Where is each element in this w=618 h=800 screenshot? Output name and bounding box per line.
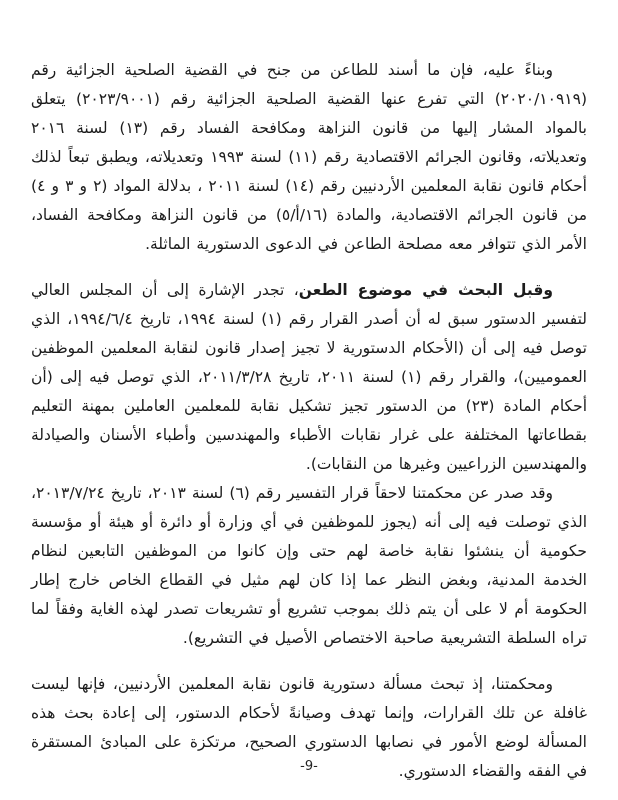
paragraph-text: ومحكمتنا، إذ تبحث مسألة دستورية قانون نقابة المعلمين الأردنيين، فإنها ليست غافلة عن تلك القرارات، وإنما تهدف وصيانةً لأحكام الدستور، إلى إعادة بحث هذه المسألة لوضع الأمور في نصابها الدستوري الصحيح، مرتكزة على المبادئ المستقرة في الفقه والقضاء الدستوري. bbox=[31, 675, 587, 780]
paragraph-text: ، تجدر الإشارة إلى أن المجلس العالي لتفسير الدستور سبق له أن أصدر القرار رقم (١) لسنة ١٩٩٤، تاريخ ١٩٩٤/٦/٤، الذي توصل فيه إلى أن (الأحكام الدستورية لا تجيز إصدار قانون لنقابة المعلمين الموظفين العموميين)، والقرار رقم (١) لسنة ٢٠١١، تاريخ ٢٠١١/٣/٢٨، الذي توصل فيه إلى (أن أحكام المادة (٢٣) من الدستور تجيز تشكيل نقابة للمعلمين العاملين بمهنة التعليم بقطاعاتها المختلفة على غرار نقابات الأطباء والمهندسين وأطباء الأسنان والصيادلة والمهندسين الزراعيين وغيرها من النقابات). bbox=[31, 281, 588, 473]
paragraph-interpretation-decision-2013 bbox=[31, 479, 587, 653]
page-number: -9- bbox=[300, 759, 318, 774]
paragraph-bold-lead: وقبل البحث في موضوع الطعن bbox=[298, 281, 553, 299]
paragraph-text: وقد صدر عن محكمتنا لاحقاً قرار التفسير رقم (٦) لسنة ٢٠١٣، تاريخ ٢٠١٣/٧/٢٤، الذي توصلت فيه إلى أنه (يجوز للموظفين في أي وزارة أو دائرة أو هيئة أو مؤسسة حكومية أن ينشئوا نقابة خاصة لهم حتى وإن كانوا من الموظفين التابعين لنظام الخدمة المدنية، وبغض النظر عما إذا كان لهم مثيل في القطاع الخاص خارج إطار الحكومة أم لا على أن يتم ذلك بموجب تشريع أو تشريعات تصدر لهذه الغاية وفقاً لما تراه السلطة التشريعية صاحبة الاختصاص الأصيل في التشريع). bbox=[31, 484, 587, 647]
paragraph-text: وبناءً عليه، فإن ما أسند للطاعن من جنح في القضية الصلحية الجزائية رقم (٢٠٢٠/١٠٩١٩) التي تفرع عنها القضية الصلحية الجزائية رقم (٢٠٢٣/٩٠٠١) يتعلق بالمواد المشار إليها من قانون النزاهة ومكافحة الفساد رقم (١٣) لسنة ٢٠١٦ وتعديلاته، وقانون الجرائم الاقتصادية رقم (١١) لسنة ١٩٩٣ وتعديلاته، ويطبق تبعاً لذلك أحكام قانون نقابة المعلمين الأردنيين رقم (١٤) لسنة ٢٠١١ ، بدلالة المواد (٢ و ٣ و ٤) من قانون الجرائم الاقتصادية، والمادة (١٦/أ/٥) من قانون النزاهة ومكافحة الفساد، الأمر الذي تتوافر معه مصلحة الطاعن في الدعوى الدستورية الماثلة. bbox=[31, 61, 587, 253]
document-body bbox=[31, 56, 587, 800]
paragraph-prior-interpretations bbox=[31, 276, 587, 479]
paragraph-appeal-facts bbox=[31, 56, 587, 259]
